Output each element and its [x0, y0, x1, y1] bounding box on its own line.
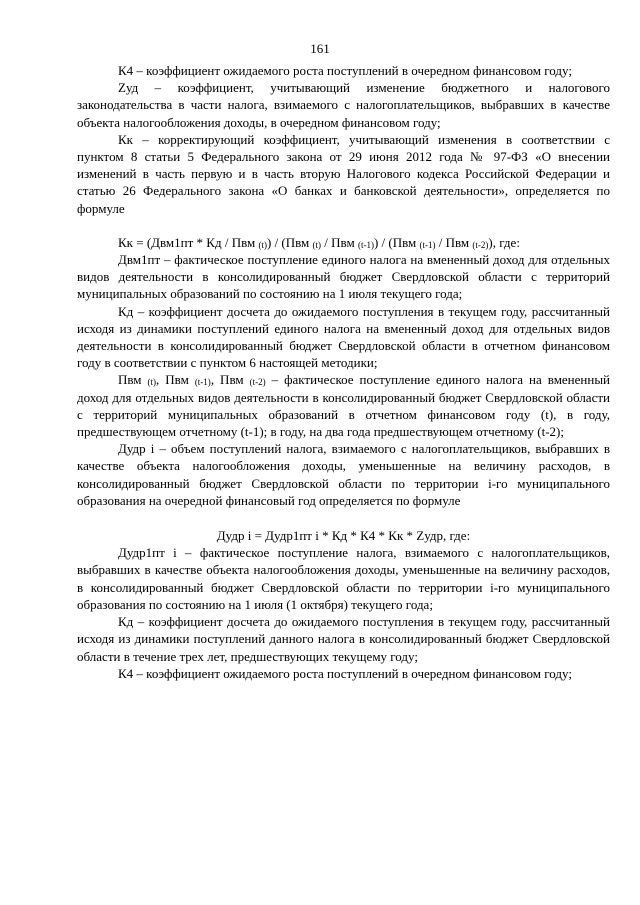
document-body [77, 62, 610, 682]
formula-kk [77, 234, 610, 251]
pvm-term: , Пвм [156, 372, 195, 388]
pvm-term: Пвм [118, 372, 148, 388]
paragraph-dudr-definition: Дудр i – объем поступлений налога, взимаемого с налогоплательщиков, выбравших в качестве объекта налогообложения доходы, уменьшенные на величину расходов, в консолидированный бюджет Свердловской области по территории i-го муниципального образования на очередной финансовый год определяется по формуле [77, 441, 610, 508]
paragraph-dvm-definition: Двм1пт – фактическое поступление единого налога на вмененный доход для отдельных видов деятельности в консолидированный бюджет Свердловской области с территорий муниципальных образований по состоянию на 1 июля текущего года; [77, 252, 610, 302]
formula-kk-part: ), где: [488, 234, 520, 250]
formula-kk-sub: (t-1) [357, 239, 374, 250]
formula-kk-part: Кк = (Двм1пт * Кд / Пвм [118, 234, 259, 250]
formula-kk-sub: (t) [312, 239, 322, 250]
formula-kk-part: ) / (Пвм [266, 234, 313, 250]
paragraph-k4-definition: К4 – коэффициент ожидаемого роста поступлений в очередном финансовом году; [118, 63, 572, 78]
paragraph-k4-definition-2: К4 – коэффициент ожидаемого роста поступлений в очередном финансовом году; [118, 665, 572, 681]
page-number: 161 [310, 41, 330, 56]
formula-kk-sub: (t-1) [419, 239, 436, 250]
formula-kk-part: ) / (Пвм [373, 234, 420, 250]
formula-kk-sub: (t) [258, 239, 267, 250]
pvm-sub: (t-2) [249, 377, 266, 388]
pvm-description: – фактическое поступление единого налога на вмененный доход для отдельных видов деятельности в консолидированный бюджет Свердловской области с территорий муниципальных образований в отчетном финансовом году (t), в году, предшествующем отчетному (t-1); в году, на два года предшествующем отчетному (t-2); [77, 372, 611, 440]
pvm-sub: (t-1) [194, 377, 211, 388]
pvm-sub: (t) [147, 377, 157, 388]
pvm-term: , Пвм [210, 372, 250, 388]
paragraph-zud-definition: Zуд – коэффициент, учитывающий изменение бюджетного и налогового законодательства в части налога, взимаемого с налогоплательщиков, выбравших в качестве объекта налогообложения доходы, в очередном финансовом году; [77, 80, 610, 130]
paragraph-kk-definition: Кк – корректирующий коэффициент, учитывающий изменения в соответствии с пунктом 8 статьи 5 Федерального закона от 29 июня 2012 года № 97-ФЗ «О внесении изменений в часть первую и в часть вторую Налогового кодекса Российской Федерации и статью 26 Федерального закона «О банках и банковской деятельности», определяется по формуле [77, 131, 610, 216]
paragraph-kd-definition: Кд – коэффициент досчета до ожидаемого поступления в текущем году, рассчитанный исходя из динамики поступлений единого налога на вмененный доход для отдельных видов деятельности в консолидированный бюджет Свердловской области в отчетном финансовом году в соответствии с пунктом 6 настоящей методики; [77, 303, 610, 371]
paragraph-pvm-definition [77, 371, 610, 440]
formula-kk-sub: (t-2) [472, 239, 489, 250]
paragraph-dudr1-definition: Дудр1пт i – фактическое поступление налога, взимаемого с налогоплательщиков, выбравших в качестве объекта налогообложения доходы, уменьшенные на величину расходов, в консолидированный бюджет Свердловской области по территории i-го муниципального образования по состоянию на 1 июля (1 октября) текущего года; [77, 545, 610, 612]
paragraph-kd-definition-2: Кд – коэффициент досчета до ожидаемого поступления в текущем году, рассчитанный исходя из динамики поступлений данного налога в консолидированный бюджет Свердловской области в течение трех лет, предшествующих текущему году; [77, 614, 610, 664]
formula-kk-part: / Пвм [321, 234, 358, 250]
formula-kk-part: / Пвм [435, 234, 473, 250]
formula-dudr: Дудр i = Дудр1пт i * Кд * К4 * Кк * Zудр, где: [216, 528, 471, 544]
